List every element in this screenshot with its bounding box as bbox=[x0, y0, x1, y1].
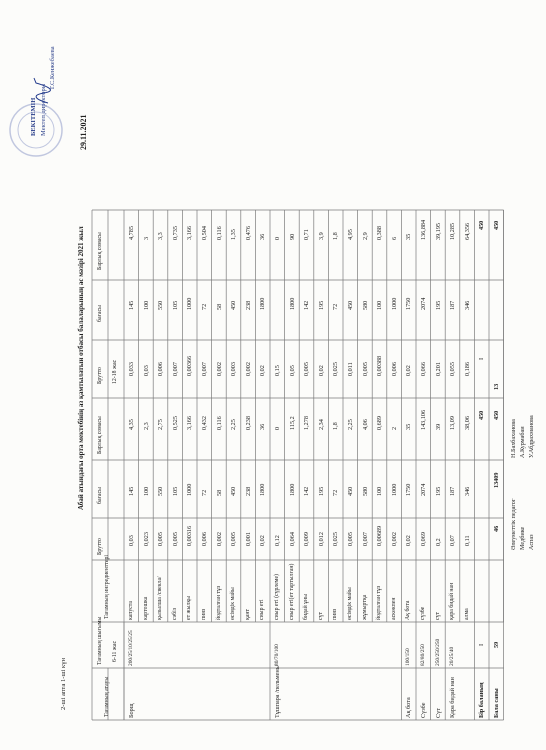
ingredient-cell: капуста bbox=[128, 601, 134, 620]
total-2-cell: 39,195 bbox=[434, 222, 442, 240]
ingredient-cell: сиыр еті bbox=[259, 599, 266, 620]
price-cell: 2074 bbox=[420, 483, 427, 496]
ingredient-cell: жұмыртқа bbox=[361, 594, 368, 620]
brutto-cell: 0,002 bbox=[390, 532, 398, 546]
total-cell: 4,06 bbox=[361, 419, 369, 430]
document-title: Абай атындағы орта мектебінің аз қамтылатын отбасы балаларының ас мәзірі 2021 жыл bbox=[77, 226, 85, 510]
ingredient-cell: қара бидай нан bbox=[449, 582, 456, 620]
approval-word: БЕКІТЕМІН bbox=[30, 97, 37, 136]
brutto-cell: 0,002 bbox=[215, 532, 223, 546]
brutto-2-cell: 0,005 bbox=[361, 362, 369, 376]
price-2-cell: 100 bbox=[376, 300, 384, 310]
price-2-cell: 142 bbox=[303, 300, 311, 310]
total-2-cell: 0,476 bbox=[244, 226, 252, 240]
ingredient-cell: бидай ұны bbox=[303, 593, 310, 620]
price-cell: 550 bbox=[157, 486, 165, 496]
children-count-c: 450 bbox=[493, 410, 500, 420]
ingredient-cell: йодталған тұз bbox=[376, 585, 383, 620]
total-2-cell: 1,35 bbox=[230, 229, 238, 240]
price-cell: 142 bbox=[303, 486, 311, 496]
total-cell: 13,09 bbox=[449, 416, 457, 430]
children-count-label: Бала саны bbox=[493, 688, 500, 718]
price-2-cell: 550 bbox=[157, 300, 165, 310]
total-cell: 2,75 bbox=[157, 419, 165, 430]
total-cell: 0,689 bbox=[376, 416, 384, 430]
price-cell: 195 bbox=[317, 486, 325, 496]
total-cell: 1,278 bbox=[303, 416, 311, 430]
children-count-sum: 13409 bbox=[493, 472, 500, 488]
column-header-price: бағасы bbox=[97, 487, 103, 504]
ingredient-cell: пияз bbox=[201, 608, 207, 620]
brutto-cell: 0,2 bbox=[434, 538, 442, 546]
approval-role: Мектеп директоры bbox=[40, 83, 47, 136]
signature-name: Н.Бахбаханова bbox=[509, 419, 517, 458]
total-2-cell: 136,884 bbox=[420, 219, 427, 240]
price-cell: 1000 bbox=[390, 483, 398, 496]
ingredient-cell: сәбіз bbox=[171, 608, 178, 620]
price-2-cell: 195 bbox=[317, 300, 325, 310]
total-2-cell: 1,8 bbox=[332, 232, 340, 240]
price-2-cell: 72 bbox=[201, 303, 208, 310]
brutto-cell: 0,005 bbox=[230, 532, 238, 546]
total-cell: 36 bbox=[259, 423, 267, 430]
ingredient-cell: сүт bbox=[317, 611, 324, 620]
price-2-cell: 195 bbox=[434, 300, 442, 310]
total-cell: 115,2 bbox=[288, 416, 296, 430]
brutto-cell: 0,012 bbox=[317, 532, 325, 546]
price-2-cell: 145 bbox=[128, 300, 135, 310]
brutto-2-cell: 0,011 bbox=[347, 362, 354, 376]
brutto-2-cell: 0,007 bbox=[171, 362, 179, 376]
weight-cell: 250/250/250 bbox=[434, 638, 441, 666]
brutto-2-cell: 0,15 bbox=[274, 365, 281, 376]
total-2-cell: 0,504 bbox=[201, 226, 208, 240]
meal-name-cell: Қара бидай нан bbox=[449, 677, 457, 718]
brutto-cell: 0,12 bbox=[274, 535, 281, 546]
total-cell: 0,432 bbox=[201, 416, 208, 430]
column-header-brutto-2-age: 12-18 жас bbox=[112, 359, 118, 384]
ingredient-cell: аскөкпен bbox=[390, 597, 397, 620]
weight-cell: 80/70/100 bbox=[274, 644, 280, 666]
column-header-weight-age: 6-11 жас bbox=[112, 640, 118, 662]
brutto-2-cell: 0,033 bbox=[128, 362, 135, 376]
document-date: 29.11.2021 bbox=[79, 114, 88, 150]
brutto-cell: 0,069 bbox=[420, 532, 427, 546]
price-2-cell: 450 bbox=[347, 300, 354, 310]
per-child-mark-2: I bbox=[478, 357, 486, 360]
approval-name: Т.С.Кенжебаева bbox=[49, 46, 56, 90]
column-header-price-2: бағасы bbox=[97, 305, 103, 322]
brutto-cell: 0,11 bbox=[463, 535, 471, 546]
per-child-mark: I bbox=[478, 643, 486, 646]
brutto-2-cell: 0,02 bbox=[317, 365, 325, 376]
weight-cell: 82/80/250 bbox=[420, 644, 426, 666]
page-label: 2-ші апта 1-ші күн bbox=[60, 657, 67, 710]
total-cell: 2,34 bbox=[317, 419, 325, 430]
brutto-2-cell: 0,002 bbox=[215, 362, 223, 376]
price-2-cell: 346 bbox=[463, 300, 471, 310]
brutto-2-cell: 0,003 bbox=[230, 362, 238, 376]
column-header-ingredients: Тағамның ингредиенттері bbox=[104, 555, 110, 619]
price-cell: 1800 bbox=[288, 483, 296, 496]
brutto-2-cell: 0,025 bbox=[332, 362, 340, 376]
brutto-2-cell: 0,201 bbox=[434, 362, 442, 376]
total-2-cell: 0,388 bbox=[376, 226, 384, 240]
total-cell: 4,35 bbox=[128, 419, 135, 430]
brutto-2-cell: 0,007 bbox=[201, 362, 208, 376]
brutto-cell: 0,07 bbox=[449, 535, 457, 546]
ingredient-cell: пияз bbox=[332, 608, 339, 620]
brutto-cell: 0,064 bbox=[288, 532, 296, 546]
price-2-cell: 2074 bbox=[420, 297, 427, 310]
price-2-cell: 450 bbox=[230, 300, 238, 310]
brutto-cell: 0,00689 bbox=[376, 525, 384, 546]
total-2-cell: 4,95 bbox=[347, 229, 354, 240]
total-cell: 3,166 bbox=[186, 416, 194, 430]
brutto-cell: 0,03 bbox=[128, 535, 135, 546]
total-2-cell: 6 bbox=[390, 236, 398, 240]
brutto-2-cell: 0,186 bbox=[463, 362, 471, 376]
price-cell: 100 bbox=[142, 486, 150, 496]
brutto-2-cell: 0,03 bbox=[142, 365, 150, 376]
ingredient-cell: қызылша /свекла/ bbox=[157, 576, 164, 620]
total-2-cell: 10,285 bbox=[449, 222, 457, 240]
meal-name-cell: Сүзбе bbox=[420, 702, 427, 718]
ingredient-cell: өсімдік майы bbox=[230, 587, 237, 620]
price-cell: 238 bbox=[244, 486, 252, 496]
price-2-cell: 1750 bbox=[405, 297, 413, 310]
total-2-cell: 64,356 bbox=[463, 222, 471, 240]
total-cell: 0,116 bbox=[215, 416, 223, 430]
price-cell: 1000 bbox=[186, 483, 194, 496]
price-2-cell: 238 bbox=[244, 300, 252, 310]
brutto-cell: 0,02 bbox=[259, 535, 267, 546]
brutto-2-cell: 0,02 bbox=[259, 365, 267, 376]
brutto-cell: 0,007 bbox=[361, 532, 369, 546]
column-header-meal: Тағамның атауы bbox=[104, 676, 110, 717]
total-cell: 2,25 bbox=[347, 419, 354, 430]
price-cell: 187 bbox=[449, 486, 457, 496]
children-count-b: 46 bbox=[493, 525, 500, 532]
ingredient-cell: сиыр еті (сүрлеме) bbox=[274, 574, 280, 620]
price-2-cell: 580 bbox=[361, 300, 369, 310]
column-header-brutto-2: Брутто bbox=[97, 367, 103, 384]
total-cell: 0,525 bbox=[171, 416, 179, 430]
brutto-2-cell: 0,002 bbox=[244, 362, 252, 376]
total-2-cell: 90 bbox=[288, 233, 296, 240]
ingredient-cell: сүзбе bbox=[420, 606, 426, 620]
total-cell: 0,238 bbox=[244, 416, 252, 430]
price-cell: 72 bbox=[332, 489, 340, 496]
ingredient-cell: ет жылқы bbox=[186, 595, 193, 620]
meal-name-cell: Сүт bbox=[434, 708, 442, 718]
price-2-cell: 100 bbox=[142, 300, 150, 310]
weight-cell: 100/150 bbox=[405, 648, 412, 666]
total-cell: 2,3 bbox=[142, 422, 150, 430]
total-cell: 39 bbox=[434, 423, 442, 430]
brutto-cell: 0,023 bbox=[142, 532, 150, 546]
per-child-total: 450 bbox=[478, 410, 486, 420]
ingredient-cell: қант bbox=[244, 608, 251, 620]
price-2-cell: 1000 bbox=[390, 297, 398, 310]
brutto-cell: 0,006 bbox=[201, 532, 208, 546]
brutto-2-cell: 0,00388 bbox=[376, 355, 384, 376]
price-cell: 195 bbox=[434, 486, 442, 496]
brutto-2-cell: 0,02 bbox=[405, 365, 413, 376]
price-cell: 105 bbox=[171, 486, 179, 496]
brutto-2-cell: 0,005 bbox=[303, 362, 311, 376]
meal-name-cell: Борщ bbox=[128, 703, 135, 718]
column-header-total-2: Барлық сомасы bbox=[97, 232, 103, 270]
price-cell: 145 bbox=[128, 486, 135, 496]
total-2-cell: 3 bbox=[142, 236, 150, 240]
total-cell: 0 bbox=[274, 426, 281, 430]
brutto-2-cell: 0,05 bbox=[288, 365, 296, 376]
brutto-cell: 0,005 bbox=[347, 532, 354, 546]
weight-cell: 20/25/40 bbox=[449, 646, 456, 666]
total-2-cell: 36 bbox=[259, 233, 267, 240]
brutto-cell: 0,00316 bbox=[186, 525, 194, 546]
ingredient-cell: сүт bbox=[434, 611, 441, 620]
meal-name-cell: Ақ бота bbox=[405, 697, 413, 718]
price-2-cell: 72 bbox=[332, 303, 340, 310]
price-cell: 58 bbox=[215, 489, 223, 496]
price-cell: 1800 bbox=[259, 483, 267, 496]
total-2-cell: 0,735 bbox=[171, 226, 179, 240]
column-header-weight: Тағамның шығымы bbox=[97, 616, 103, 665]
column-header-brutto: Брутто bbox=[97, 538, 103, 555]
brutto-2-cell: 0,055 bbox=[449, 362, 457, 376]
price-cell: 1750 bbox=[405, 483, 413, 496]
total-2-cell: 3,9 bbox=[317, 232, 325, 240]
price-2-cell: 1800 bbox=[259, 297, 267, 310]
total-2-cell: 3,3 bbox=[157, 232, 165, 240]
price-cell: 346 bbox=[463, 486, 471, 496]
ingredient-cell: картошка bbox=[142, 596, 149, 620]
brutto-2-cell: 0,066 bbox=[420, 362, 427, 376]
signature-role: Әлеуметтік педагог bbox=[509, 498, 517, 550]
total-cell: 35 bbox=[405, 423, 413, 430]
meal-name-cell: Тұшпара /пельмень/ bbox=[274, 664, 281, 718]
children-count-a: 59 bbox=[493, 641, 500, 648]
total-cell: 2 bbox=[390, 426, 398, 430]
price-cell: 72 bbox=[201, 489, 208, 496]
total-2-cell: 3,166 bbox=[186, 226, 194, 240]
ingredient-cell: йодталған тұз bbox=[215, 585, 222, 620]
total-cell: 2,25 bbox=[230, 419, 238, 430]
price-2-cell: 1000 bbox=[186, 297, 194, 310]
total-2-cell: 0,116 bbox=[215, 226, 223, 240]
per-child-total-2: 450 bbox=[478, 220, 486, 230]
total-cell: 1,8 bbox=[332, 422, 340, 430]
ingredient-cell: өсімдік майы bbox=[347, 587, 353, 620]
brutto-2-cell: 0,006 bbox=[390, 362, 398, 376]
total-2-cell: 2,9 bbox=[361, 232, 369, 240]
price-cell: 450 bbox=[347, 486, 354, 496]
total-2-cell: 0 bbox=[274, 236, 281, 240]
brutto-cell: 0,025 bbox=[332, 532, 340, 546]
children-count-d: 13 bbox=[493, 383, 500, 390]
price-cell: 450 bbox=[230, 486, 238, 496]
brutto-cell: 0,005 bbox=[157, 532, 165, 546]
total-cell: 143,106 bbox=[420, 409, 427, 430]
brutto-cell: 0,009 bbox=[303, 532, 311, 546]
price-2-cell: 1800 bbox=[288, 297, 296, 310]
children-count-e: 450 bbox=[493, 220, 500, 230]
brutto-2-cell: 0,006 bbox=[157, 362, 165, 376]
signature-name: А.Курмабаи bbox=[518, 426, 526, 458]
price-2-cell: 105 bbox=[171, 300, 179, 310]
price-2-cell: 58 bbox=[215, 303, 223, 310]
ingredient-cell: Ақ бота bbox=[405, 600, 412, 620]
ingredient-cell: сиыр еті(ет тартылған) bbox=[288, 563, 295, 620]
per-child-label: Бір баланың bbox=[478, 682, 486, 718]
price-cell: 580 bbox=[361, 486, 369, 496]
signature-role: Медбике bbox=[518, 526, 526, 550]
signature-role: Аспаз bbox=[527, 534, 535, 550]
signature-name: У.Абдрахманова bbox=[527, 415, 535, 458]
brutto-cell: 0,005 bbox=[171, 532, 179, 546]
total-2-cell: 0,71 bbox=[303, 229, 311, 240]
price-2-cell: 187 bbox=[449, 300, 457, 310]
school-stamp-icon bbox=[6, 97, 66, 160]
ingredient-cell: алма bbox=[463, 608, 470, 620]
total-2-cell: 35 bbox=[405, 233, 413, 240]
total-cell: 38,06 bbox=[463, 416, 471, 430]
price-cell: 100 bbox=[376, 486, 384, 496]
brutto-2-cell: 0,00366 bbox=[186, 355, 194, 376]
column-header-total: Барлық сомасы bbox=[97, 416, 103, 454]
total-2-cell: 4,785 bbox=[128, 226, 135, 240]
brutto-cell: 0,001 bbox=[244, 532, 252, 546]
brutto-cell: 0,02 bbox=[405, 535, 413, 546]
weight-cell: 200/25/10/25/25 bbox=[128, 630, 134, 666]
